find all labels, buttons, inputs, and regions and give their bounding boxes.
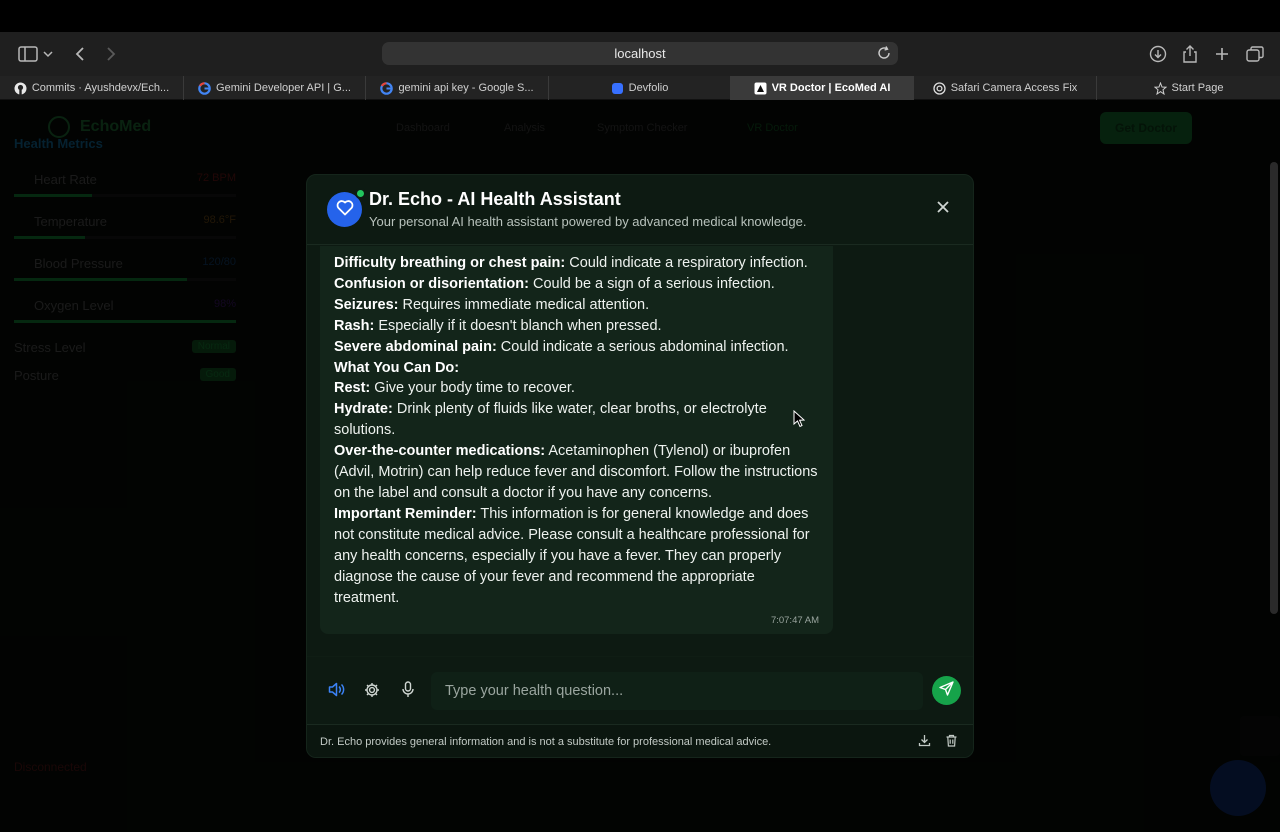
- tab-label: Devfolio: [628, 82, 669, 94]
- settings-button[interactable]: [363, 683, 381, 701]
- tab-vr-doctor[interactable]: [731, 76, 914, 100]
- message-line-text: Could indicate a serious abdominal infection.: [496, 338, 789, 355]
- question-input[interactable]: [431, 672, 923, 710]
- download-icon: [918, 734, 931, 752]
- trash-icon: [945, 734, 958, 752]
- back-icon[interactable]: [68, 42, 92, 66]
- disclaimer-text: Dr. Echo provides general information and is not a substitute for professional medical advice.: [320, 736, 772, 748]
- openai-icon: [933, 82, 946, 95]
- tab-label: Commits · Ayushdevx/Ech...: [31, 82, 170, 94]
- google-icon: [380, 82, 393, 95]
- assistant-message: [320, 246, 833, 634]
- message-line: [334, 441, 824, 504]
- message-line-heading: Rest:: [334, 380, 371, 397]
- tab-label: Start Page: [1171, 82, 1224, 94]
- send-icon: [939, 681, 954, 701]
- tab-bar: [0, 76, 1280, 100]
- message-line: [334, 504, 824, 609]
- message-line-text: Especially if it doesn't blanch when pressed.: [374, 317, 662, 334]
- input-area: [307, 656, 974, 724]
- message-line-text: Could indicate a respiratory infection.: [565, 255, 808, 271]
- online-indicator: [355, 188, 366, 199]
- message-line: [334, 399, 824, 441]
- speaker-button[interactable]: [327, 683, 345, 701]
- page-content: [0, 100, 1280, 832]
- google-icon: [198, 82, 211, 95]
- microphone-icon: [401, 681, 415, 703]
- message-line-text: Requires immediate medical attention.: [398, 296, 650, 313]
- message-line-heading: What You Can Do:: [334, 359, 460, 376]
- star-icon: [1154, 82, 1167, 95]
- devfolio-icon: [611, 82, 624, 95]
- modal-header: [307, 175, 974, 245]
- message-line: [334, 274, 824, 295]
- share-icon[interactable]: [1178, 42, 1202, 66]
- menu-bar: [0, 0, 1280, 32]
- tab-label: VR Doctor | EcoMed AI: [771, 82, 891, 94]
- message-line-text: This information is for general knowledge and does not constitute medical advice. Please consult a healthcare professional for any health concerns, especially if you have a fever. They can properly diagnose the cause of your fever and recommend the appropriate treatment.: [334, 505, 810, 606]
- clear-chat-button[interactable]: [943, 735, 959, 751]
- page-scrollbar[interactable]: [1270, 162, 1278, 614]
- address-text: localhost: [614, 46, 666, 61]
- close-icon: [936, 200, 950, 219]
- mouse-cursor-icon: [793, 410, 805, 428]
- download-icon[interactable]: [1146, 42, 1170, 66]
- heart-icon: [336, 199, 354, 221]
- send-button[interactable]: [932, 676, 961, 705]
- tab-start-page[interactable]: [1097, 76, 1280, 100]
- microphone-button[interactable]: [399, 683, 417, 701]
- tab-commits[interactable]: [0, 76, 184, 100]
- message-line: [334, 295, 824, 316]
- tab-gemini-docs[interactable]: [184, 76, 366, 100]
- message-line: [334, 358, 824, 379]
- message-line-heading: Severe abdominal pain:: [334, 338, 497, 355]
- message-timestamp: 7:07:47 AM: [770, 615, 819, 626]
- message-line: [334, 253, 824, 274]
- speaker-icon: [328, 682, 345, 702]
- chat-messages[interactable]: [307, 246, 974, 655]
- message-line-heading: Over-the-counter medications:: [334, 443, 546, 460]
- message-line-heading: Seizures:: [334, 296, 399, 313]
- modal-subtitle: Your personal AI health assistant powered by advanced medical knowledge.: [369, 214, 807, 229]
- address-bar[interactable]: [382, 42, 898, 65]
- message-line-text: Acetaminophen (Tylenol) or ibuprofen (Advil, Motrin) can help reduce fever and discomfort. Follow the instructions on the label and consult a doctor if you have any concerns.: [334, 443, 818, 501]
- github-icon: [14, 82, 27, 95]
- app-icon: [754, 82, 767, 95]
- tab-label: Safari Camera Access Fix: [950, 82, 1078, 94]
- new-tab-icon[interactable]: [1210, 42, 1234, 66]
- tab-safari-camera[interactable]: [914, 76, 1097, 100]
- reload-icon[interactable]: [876, 45, 892, 61]
- message-line-text: Give your body time to recover.: [370, 380, 575, 397]
- message-line-text: Drink plenty of fluids like water, clear broths, or electrolyte solutions.: [334, 401, 767, 439]
- sidebar-toggle-icon[interactable]: [16, 42, 40, 66]
- forward-icon[interactable]: [99, 42, 123, 66]
- tab-label: Gemini Developer API | G...: [216, 82, 351, 94]
- input-placeholder: Type your health question...: [445, 683, 624, 699]
- chat-modal: [306, 174, 974, 758]
- modal-footer: [307, 724, 974, 758]
- message-line: [334, 378, 824, 399]
- message-line-heading: Important Reminder:: [334, 505, 477, 522]
- message-line: [334, 337, 824, 358]
- tab-overview-icon[interactable]: [1243, 42, 1267, 66]
- message-line-heading: Rash:: [334, 317, 375, 334]
- download-chat-button[interactable]: [916, 735, 932, 751]
- message-line-heading: Hydrate:: [334, 401, 393, 418]
- modal-title: Dr. Echo - AI Health Assistant: [369, 189, 621, 209]
- message-line: [334, 316, 824, 337]
- close-button[interactable]: [931, 197, 955, 221]
- message-line-heading: Difficulty breathing or chest pain:: [334, 255, 566, 271]
- tab-devfolio[interactable]: [549, 76, 731, 100]
- tab-label: gemini api key - Google S...: [398, 82, 534, 94]
- gear-icon: [364, 682, 380, 703]
- message-line-heading: Confusion or disorientation:: [334, 275, 529, 292]
- tab-google-search[interactable]: [366, 76, 549, 100]
- chevron-down-icon[interactable]: [40, 42, 56, 66]
- message-line-text: Could be a sign of a serious infection.: [528, 275, 775, 292]
- message-text: [334, 253, 824, 608]
